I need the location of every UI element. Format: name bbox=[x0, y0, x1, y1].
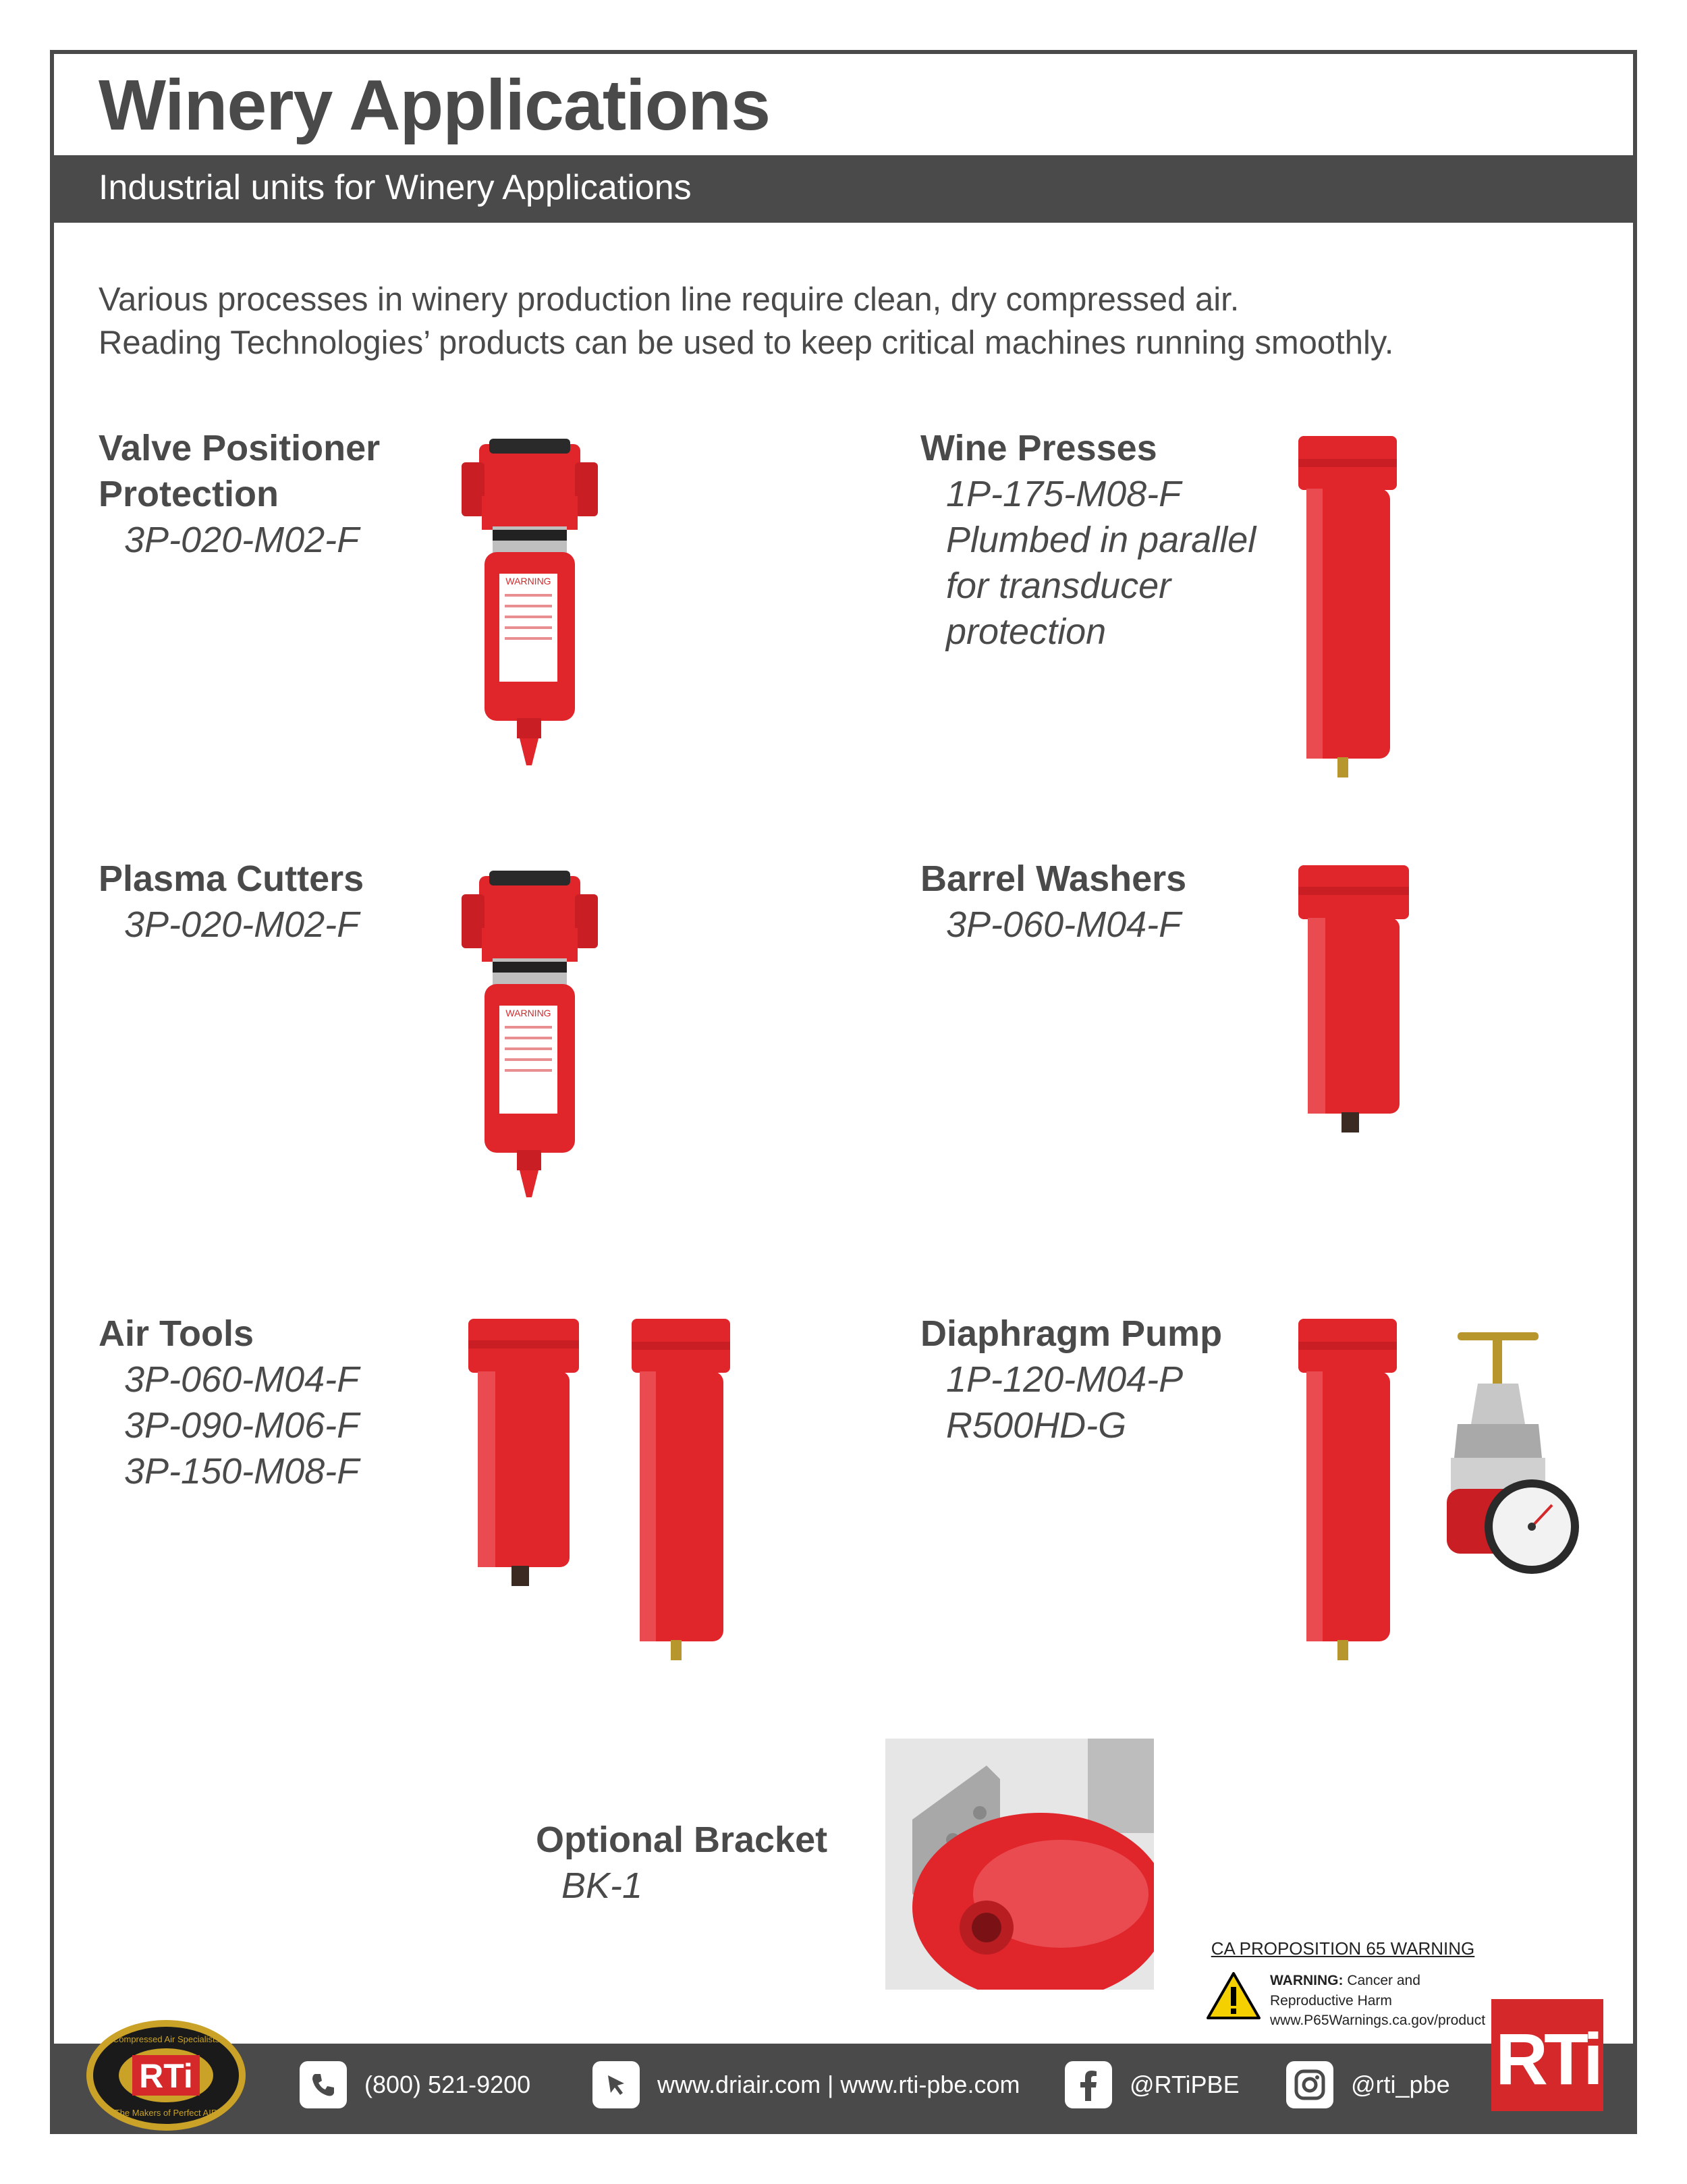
filter-small-image bbox=[452, 432, 607, 776]
filter-medium-image bbox=[1294, 861, 1416, 1151]
prop65-warning-text: Cancer and Reproductive Harm bbox=[1270, 1973, 1420, 2009]
bracket-photo bbox=[885, 1739, 1154, 1990]
intro-line-2: Reading Technologies’ products can be used to keep critical machines running smoothly. bbox=[99, 325, 1394, 361]
part-number: 3P-060-M04-F bbox=[946, 904, 1182, 945]
part-number: BK-1 bbox=[561, 1865, 643, 1906]
section-plasma-cutters bbox=[99, 856, 364, 948]
prop65-text bbox=[1270, 1971, 1499, 2011]
part-number: 3P-150-M08-F bbox=[124, 1451, 360, 1492]
filter-tall-image bbox=[628, 1315, 736, 1679]
filter-tall-image bbox=[1294, 432, 1402, 796]
part-number: 3P-090-M06-F bbox=[124, 1405, 360, 1446]
emblem-ring-top: Compressed Air Specialists bbox=[112, 2034, 220, 2044]
footer-web[interactable] bbox=[592, 2061, 1020, 2108]
phone-number: (800) 521-9200 bbox=[364, 2071, 531, 2098]
website-links: www.driair.com | www.rti-pbe.com bbox=[657, 2071, 1020, 2098]
section-heading: Plasma Cutters bbox=[99, 858, 364, 899]
section-heading: Diaphragm Pump bbox=[920, 1313, 1223, 1354]
facebook-handle: @RTiPBE bbox=[1130, 2071, 1240, 2098]
footer-bar bbox=[50, 2044, 1637, 2134]
instagram-icon bbox=[1286, 2061, 1333, 2108]
brand-logo-text: RTi bbox=[1495, 2018, 1600, 2100]
part-number: 3P-060-M04-F bbox=[124, 1359, 360, 1400]
section-heading: Air Tools bbox=[99, 1313, 254, 1354]
part-description: for transducer bbox=[946, 566, 1171, 606]
warning-triangle-icon bbox=[1205, 1971, 1262, 2021]
footer-phone[interactable] bbox=[300, 2061, 530, 2108]
section-heading: Wine Presses bbox=[920, 428, 1157, 468]
section-heading: Valve Positioner bbox=[99, 428, 381, 468]
rti-brand-logo bbox=[1491, 1999, 1603, 2111]
part-number: 3P-020-M02-F bbox=[124, 520, 360, 560]
footer-instagram[interactable] bbox=[1286, 2061, 1450, 2108]
prop65-warning-label: WARNING: bbox=[1270, 1973, 1344, 1988]
footer-facebook[interactable] bbox=[1065, 2061, 1240, 2108]
section-barrel-washers bbox=[920, 856, 1186, 948]
prop65-url[interactable]: www.P65Warnings.ca.gov/product bbox=[1270, 2013, 1486, 2028]
part-number: 3P-020-M02-F bbox=[124, 904, 360, 945]
subtitle-bar bbox=[54, 155, 1633, 223]
cursor-icon bbox=[592, 2061, 640, 2108]
facebook-icon bbox=[1065, 2061, 1112, 2108]
prop65-title: CA PROPOSITION 65 WARNING bbox=[1211, 1938, 1475, 1959]
emblem-ring-bottom: The Makers of Perfect AIR bbox=[114, 2108, 218, 2118]
section-wine-presses bbox=[920, 425, 1256, 655]
part-description: Plumbed in parallel bbox=[946, 520, 1256, 560]
section-heading: Protection bbox=[99, 474, 279, 514]
rti-emblem-logo bbox=[84, 2018, 248, 2133]
phone-icon bbox=[300, 2061, 347, 2108]
regulator-gauge-image bbox=[1444, 1323, 1593, 1593]
instagram-handle: @rti_pbe bbox=[1351, 2071, 1450, 2098]
part-number: R500HD-G bbox=[946, 1405, 1127, 1446]
product-label-text: WARNING bbox=[505, 1008, 551, 1018]
product-label-text: WARNING bbox=[505, 576, 551, 586]
prop65-warning bbox=[1194, 1938, 1491, 2028]
section-air-tools bbox=[99, 1311, 359, 1494]
filter-small-image bbox=[452, 864, 607, 1208]
section-optional-bracket bbox=[536, 1817, 827, 1909]
intro-text bbox=[99, 278, 1393, 364]
part-number: 1P-175-M08-F bbox=[946, 474, 1182, 514]
section-diaphragm-pump bbox=[920, 1311, 1222, 1448]
section-heading: Barrel Washers bbox=[920, 858, 1187, 899]
filter-tall-image bbox=[1294, 1315, 1402, 1679]
emblem-text: RTi bbox=[139, 2057, 193, 2095]
intro-line-1: Various processes in winery production line require clean, dry compressed air. bbox=[99, 281, 1240, 318]
page-title: Winery Applications bbox=[99, 65, 771, 145]
part-number: 1P-120-M04-P bbox=[946, 1359, 1184, 1400]
page-subtitle: Industrial units for Winery Applications bbox=[99, 168, 692, 207]
section-valve-positioner bbox=[99, 425, 380, 563]
filter-medium-image bbox=[464, 1315, 586, 1605]
section-heading: Optional Bracket bbox=[536, 1820, 828, 1860]
part-description: protection bbox=[946, 611, 1107, 652]
